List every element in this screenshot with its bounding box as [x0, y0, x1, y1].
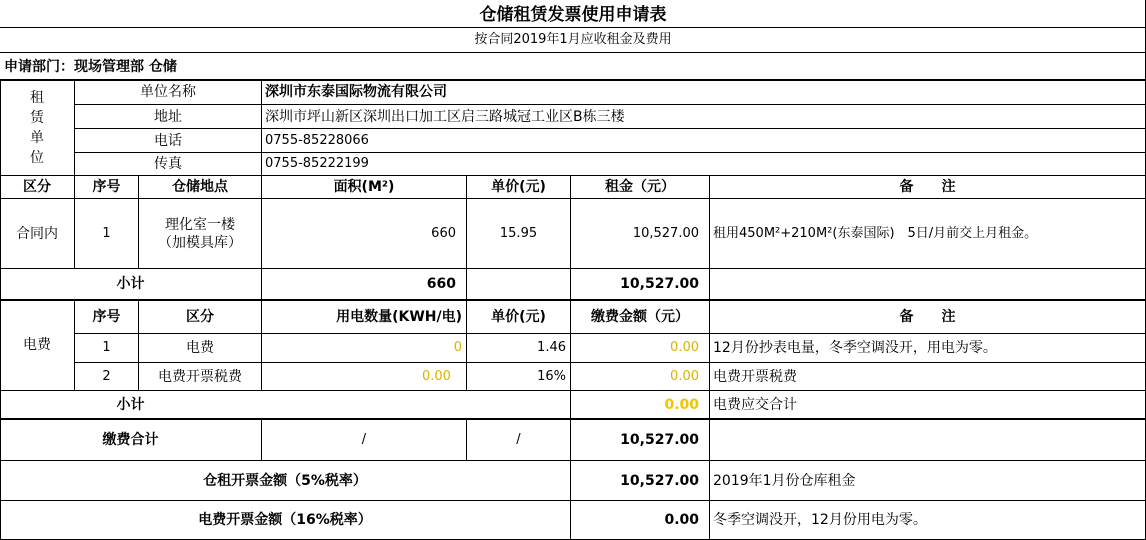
rent-header-location: 仓储地点: [172, 179, 228, 195]
lessor-side-char: 租: [30, 89, 44, 106]
rent-invoice-amount: 10,527.00: [620, 472, 699, 489]
power-row-seq: 1: [102, 340, 111, 355]
power-row-note: 12月份抄表电量，冬季空调没开，用电为零。: [713, 340, 997, 356]
payment-total-label: 缴费合计: [102, 432, 159, 448]
power-header-seq: 序号: [92, 308, 121, 325]
rent-header-price: 单价(元): [491, 179, 546, 195]
rent-invoice-note: 2019年1月份仓库租金: [713, 472, 856, 489]
rent-header-note: 备 注: [899, 179, 956, 195]
rent-invoice-label: 仓租开票金额（5%税率）: [203, 472, 367, 489]
lessor-side-char: 位: [30, 149, 44, 166]
power-invoice-note: 冬季空调没开，12月份用电为零。: [713, 512, 927, 528]
phone-value: 0755-85228066: [265, 132, 369, 148]
rent-row-location: [139, 199, 261, 268]
payment-total-amount: 10,527.00: [620, 432, 699, 448]
rent-header-amount: 租金（元）: [605, 179, 675, 195]
form-title: 仓储租赁发票使用申请表: [479, 5, 667, 25]
lessor-side-label: [0, 80, 74, 175]
rent-row-location-line: （加模具库）: [158, 234, 242, 251]
rent-subtotal-label: 小计: [116, 276, 145, 292]
rent-header-seq: 序号: [92, 179, 121, 195]
rent-row-area: 660: [431, 225, 456, 241]
power-row-usage: 0.00: [422, 368, 451, 384]
payment-total-slash: /: [361, 432, 367, 447]
rent-row-seq: 1: [102, 225, 111, 241]
power-side-label: 电费: [23, 337, 51, 353]
rent-row-amount: 10,527.00: [632, 225, 699, 241]
power-row-type: 电费开票税费: [158, 368, 242, 385]
power-row-amount: 0.00: [670, 340, 699, 355]
address-label: 地址: [154, 108, 182, 125]
rent-row-area-type: 合同内: [16, 225, 58, 242]
power-header-note: 备 注: [899, 308, 956, 325]
fax-value: 0755-85222199: [265, 156, 369, 171]
lessor-side-char: 赁: [30, 109, 44, 126]
address-value: 深圳市坪山新区深圳出口加工区启三路城冠工业区B栋三楼: [265, 108, 625, 125]
lessor-side-char: 单: [30, 129, 44, 146]
power-row-seq: 2: [102, 368, 111, 384]
power-row-note: 电费开票税费: [713, 368, 797, 385]
power-header-usage: 用电数量(KWH/电): [336, 308, 462, 325]
power-subtotal-amount: 0.00: [664, 396, 699, 413]
rent-subtotal-amount: 10,527.00: [620, 276, 699, 292]
rent-header-area-type: 区分: [23, 179, 51, 195]
rent-row-price: 15.95: [499, 225, 538, 241]
rent-header-area: 面积(M²): [333, 179, 395, 195]
power-header-type: 区分: [186, 308, 214, 325]
form-subtitle: 按合同2019年1月应收租金及费用: [474, 32, 672, 47]
power-invoice-amount: 0.00: [664, 512, 699, 528]
grid-line: [0, 27, 1146, 28]
grid-line: [0, 52, 1146, 53]
rent-row-location-line: 理化室一楼: [165, 216, 235, 233]
phone-label: 电话: [154, 132, 182, 149]
power-invoice-label: 电费开票金额（16%税率）: [198, 512, 372, 528]
applicant-department: 申请部门：现场管理部 仓储: [4, 59, 177, 75]
rent-subtotal-area: 660: [426, 276, 456, 292]
power-subtotal-label: 小计: [116, 396, 145, 413]
power-row-price: 1.46: [537, 340, 566, 355]
company-name-value: 深圳市东泰国际物流有限公司: [265, 84, 447, 100]
power-row-usage: 0: [453, 340, 462, 355]
power-row-price: 16%: [537, 368, 566, 384]
power-subtotal-note: 电费应交合计: [713, 396, 797, 413]
power-header-price: 单价(元): [491, 308, 546, 325]
power-row-amount: 0.00: [670, 368, 699, 384]
power-row-type: 电费: [186, 340, 214, 356]
fax-label: 传真: [154, 156, 182, 172]
payment-total-slash: /: [516, 432, 521, 447]
company-name-label: 单位名称: [140, 84, 196, 100]
power-header-amount: 缴费金额（元）: [591, 308, 689, 325]
rent-row-note: 租用450M²+210M²(东泰国际) 5日/月前交上月租金。: [713, 225, 1038, 241]
